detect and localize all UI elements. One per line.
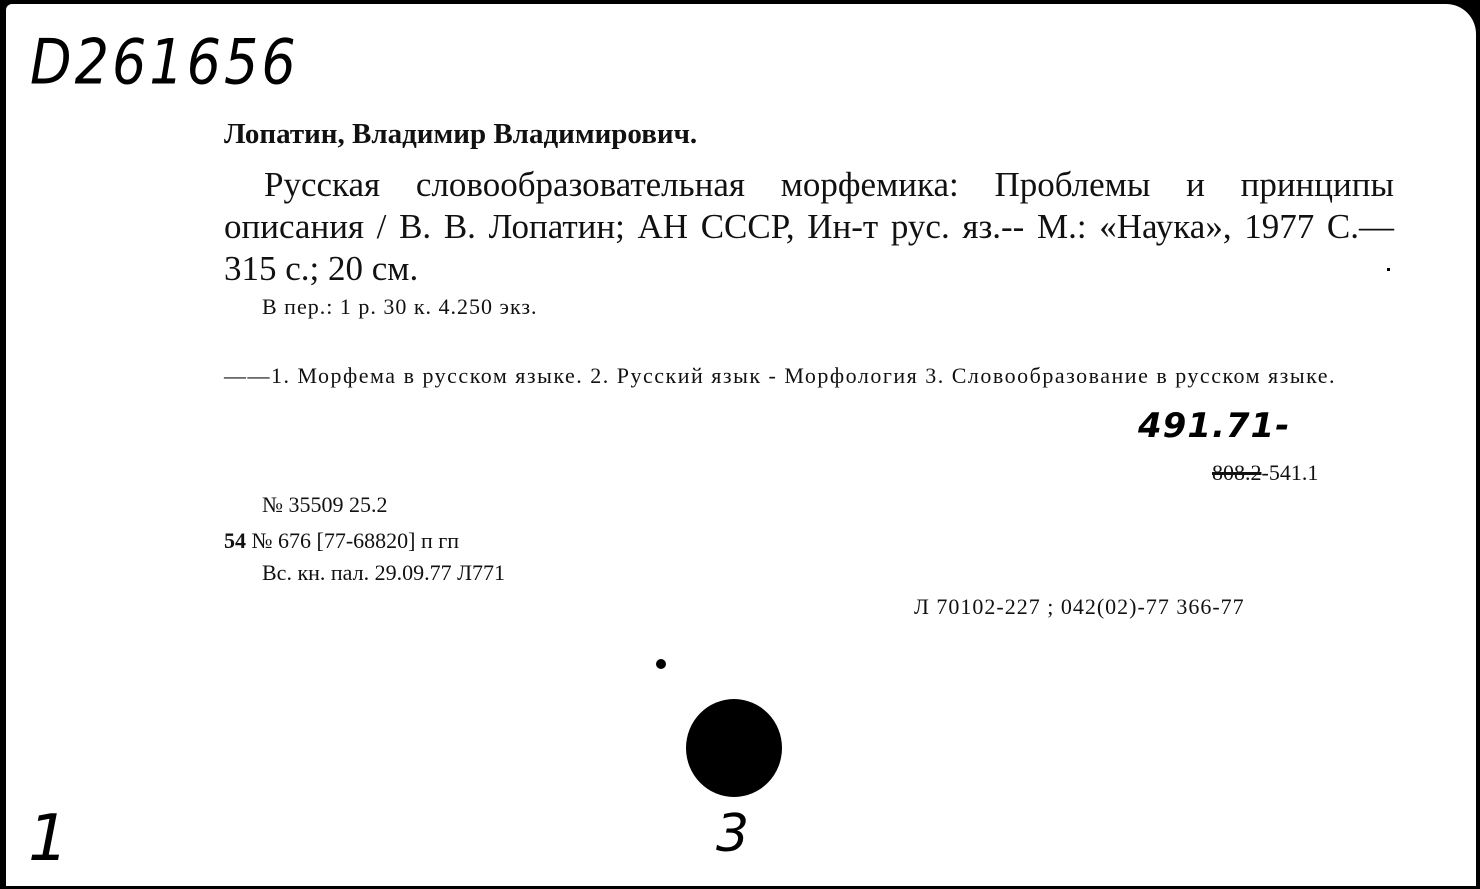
ink-speck [1387,268,1390,271]
drawer-number: 3 [716,804,750,864]
card-number: 1 [28,802,69,876]
ink-dot [656,659,666,669]
class-code-rest: -541.1 [1261,460,1319,485]
book-chamber-line: Вс. кн. пал. 29.09.77 Л771 [262,560,506,585]
order-rest: № 676 [77-68820] п гп [251,528,460,553]
subject-headings: ——1. Морфема в русском языке. 2. Русский язык - Морфология 3. Словообразование в русском языке. [224,363,1337,388]
order-prefix: 54 [224,528,246,553]
title-text: Русская словообразовательная морфемика: Проблемы и принципы описания / В. В. Лопатин; АН СССР, Ин-т рус. яз.-- М.: «Наука», 1977 С.— 315 с.; 20 см. [224,165,1394,288]
record-number: № 35509 25.2 [262,492,388,517]
handwritten-udc: 491.71- [1138,406,1291,446]
order-number [224,528,459,554]
edge-mark [0,708,6,722]
title-description [224,164,1394,290]
struck-code: 808.2 [1212,460,1262,485]
price-line: В пер.: 1 р. 30 к. 4.250 экз. [262,294,538,319]
author-heading: Лопатин, Владимир Владимирович. [224,118,698,150]
bibliographic-code: Л 70102-227 ; 042(02)-77 366-77 [914,594,1245,619]
punch-hole [686,699,782,797]
classification-code [1212,460,1318,486]
catalog-card [6,4,1476,886]
accession-number: D261656 [30,26,299,99]
